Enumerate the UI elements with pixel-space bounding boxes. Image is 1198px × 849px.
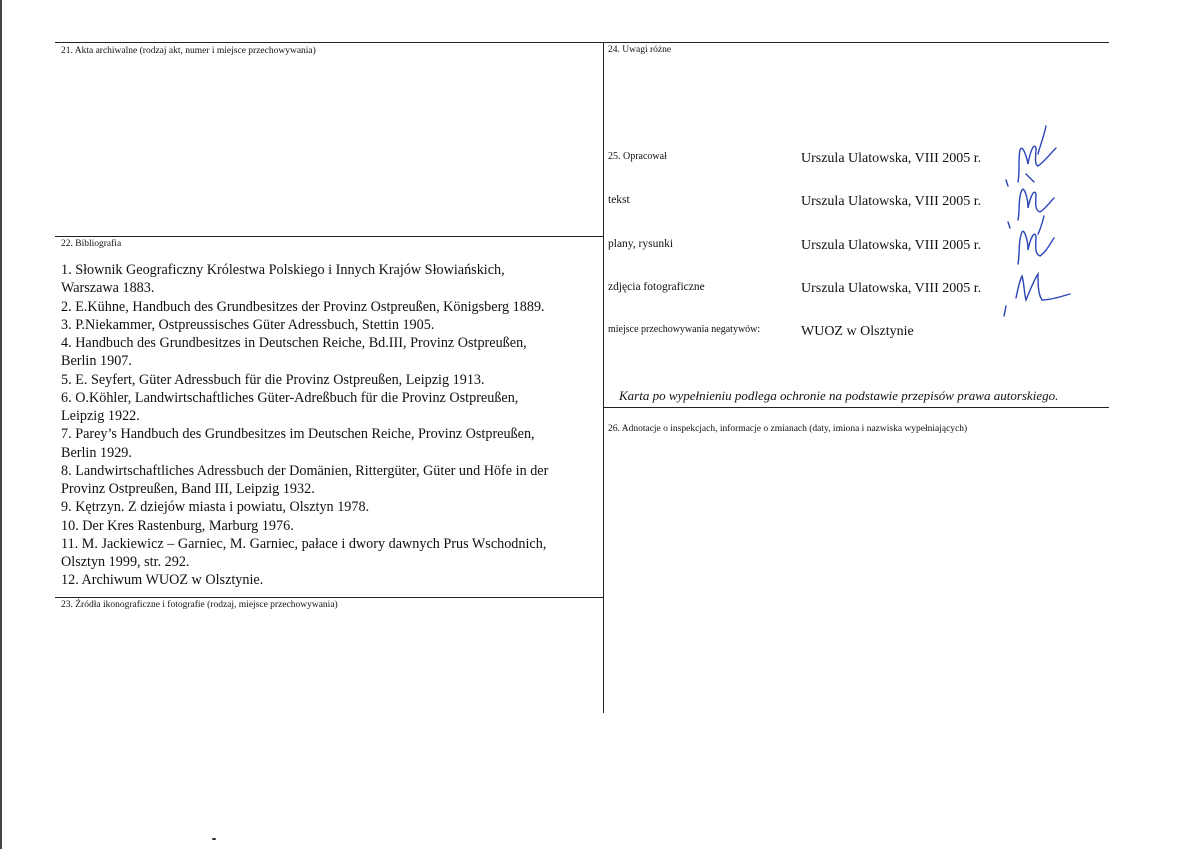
bibliography-line: Olsztyn 1999, str. 292. <box>61 554 190 570</box>
bibliography-line: Leipzig 1922. <box>61 408 140 424</box>
opracowal-value: Urszula Ulatowska, VIII 2005 r. <box>801 151 982 166</box>
bibliography-line: 6. O.Köhler, Landwirtschaftliches Güter-Adreßbuch für die Provinz Ostpreußen, <box>61 389 519 406</box>
divider-25-26 <box>603 407 1109 408</box>
plany-value: Urszula Ulatowska, VIII 2005 r. <box>801 238 982 253</box>
section-22-label: 22. Bibliografia <box>61 239 122 249</box>
scan-speck <box>212 838 216 840</box>
section-23-label: 23. Źródła ikonograficzne i fotografie (rodzaj, miejsce przechowywania) <box>61 600 338 610</box>
section-21-label: 21. Akta archiwalne (rodzaj akt, numer i miejsce przechowywania) <box>61 46 316 56</box>
bibliography-line: 9. Kętrzyn. Z dziejów miasta i powiatu, Olsztyn 1978. <box>61 499 370 516</box>
bibliography-line: 8. Landwirtschaftliches Adressbuch der Domänien, Rittergüter, Güter und Höfe in der <box>61 462 549 479</box>
divider-22-23 <box>55 597 603 598</box>
bibliography-list <box>61 261 601 590</box>
scan-edge <box>0 0 2 849</box>
tekst-label: tekst <box>608 194 630 206</box>
bibliography-line: 1. Słownik Geograficzny Królestwa Polskiego i Innych Krajów Słowiańskich, <box>61 262 505 278</box>
bibliography-line: 10. Der Kres Rastenburg, Marburg 1976. <box>61 517 294 534</box>
bibliography-line: Warszawa 1883. <box>61 280 155 297</box>
negatywy-value: WUOZ w Olsztynie <box>801 324 914 339</box>
bibliography-line: 4. Handbuch des Grundbesitzes in Deutschen Reiche, Bd.III, Provinz Ostpreußen, <box>61 335 527 351</box>
opracowal-label: 25. Opracował <box>608 151 667 162</box>
bibliography-line: 7. Parey’s Handbuch des Grundbesitzes im Deutschen Reiche, Provinz Ostpreußen, <box>61 426 535 443</box>
tekst-value: Urszula Ulatowska, VIII 2005 r. <box>801 194 982 209</box>
bibliography-line: 2. E.Kühne, Handbuch des Grundbesitzes der Provinz Ostpreußen, Königsberg 1889. <box>61 298 545 315</box>
divider-21-22 <box>55 236 603 237</box>
bibliography-line: 11. M. Jackiewicz – Garniec, M. Garniec, pałace i dwory dawnych Prus Wschodnich, <box>61 535 547 552</box>
zdjecia-label: zdjęcia fotograficzne <box>608 281 705 293</box>
plany-label: plany, rysunki <box>608 238 674 250</box>
bibliography-line: Berlin 1907. <box>61 353 132 370</box>
zdjecia-value: Urszula Ulatowska, VIII 2005 r. <box>801 281 982 296</box>
bibliography-line: Provinz Ostpreußen, Band III, Leipzig 1932. <box>61 481 315 497</box>
negatywy-label: miejsce przechowywania negatywów: <box>608 324 761 335</box>
column-divider <box>603 42 604 713</box>
signature-4 <box>1000 262 1080 318</box>
top-border <box>55 42 1109 43</box>
section-24-label: 24. Uwagi różne <box>608 45 672 55</box>
bibliography-line: Berlin 1929. <box>61 444 132 461</box>
bibliography-line: 3. P.Niekammer, Ostpreussisches Güter Adressbuch, Stettin 1905. <box>61 316 435 333</box>
bibliography-line: 12. Archiwum WUOZ w Olsztynie. <box>61 572 264 589</box>
bibliography-line: 5. E. Seyfert, Güter Adressbuch für die Provinz Ostpreußen, Leipzig 1913. <box>61 371 485 388</box>
copyright-notice: Karta po wypełnieniu podlega ochronie na podstawie przepisów prawa autorskiego. <box>619 388 1059 403</box>
section-26-label: 26. Adnotacje o inspekcjach, informacje o zmianach (daty, imiona i nazwiska wypełniających) <box>608 424 968 434</box>
